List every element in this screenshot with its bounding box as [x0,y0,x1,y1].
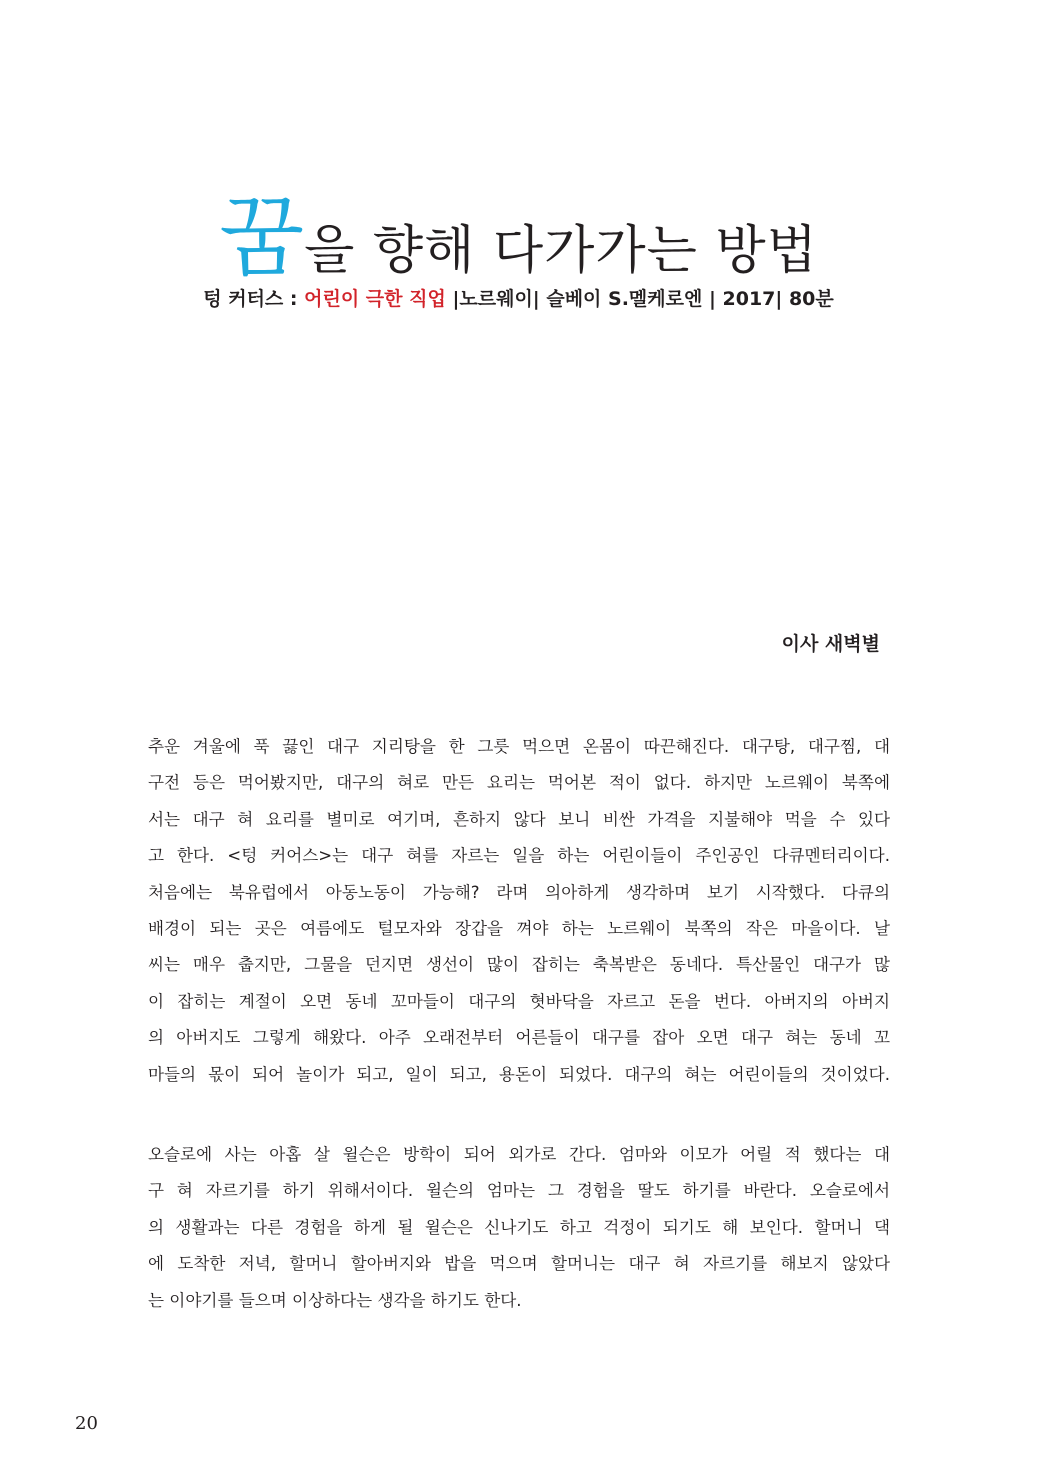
subtitle-film-details: |노르웨이| 슬베이 S.멜케로엔 | 2017| 80분 [445,288,834,310]
subtitle-highlight: 어린이 극한 직업 [304,288,446,310]
paragraph-line: 이 잡히는 계절이 오면 동네 꼬마들이 대구의 혓바닥을 자르고 돈을 번다. 아버지의 아버지 [148,991,890,1011]
subtitle-film-name: 텅 커터스 : [203,288,305,310]
paragraph-line: 추운 겨울에 푹 끓인 대구 지리탕을 한 그릇 먹으면 온몸이 따끈해진다. 대구탕, 대구찜, 대 [148,737,890,756]
paragraph-line: 의 아버지도 그렇게 해왔다. 아주 오래전부터 어른들이 대구를 잡아 오면 대구 혀는 동네 꼬 [148,1028,890,1048]
page-title [0,168,1037,294]
author-name: 이사 새벽별 [781,633,880,655]
paragraph-line: 에 도착한 저녁, 할머니 할아버지와 밥을 먹으며 할머니는 대구 혀 자르기를 해보지 않았다 [148,1254,890,1274]
title-first-char: 꿈 [219,186,305,289]
paragraph-line: 배경이 되는 곳은 여름에도 털모자와 장갑을 껴야 하는 노르웨이 북쪽의 작은 마을이다. 날 [148,919,890,939]
paragraph-line: 구전 등은 먹어봤지만, 대구의 혀로 만든 요리는 먹어본 적이 없다. 하지만 노르웨이 북쪽에 [148,773,890,793]
page-number: 20 [75,1413,98,1434]
paragraph-line: 구 혀 자르기를 하기 위해서이다. 윌슨의 엄마는 그 경험을 딸도 하기를 바란다. 오슬로에서 [148,1181,890,1201]
paragraph-1 [148,729,890,1093]
paragraph-line: 마들의 몫이 되어 놀이가 되고, 일이 되고, 용돈이 되었다. 대구의 혀는 어린이들의 것이었다. [148,1064,890,1084]
paragraph-line: 씨는 매우 춥지만, 그물을 던지면 생선이 많이 잡히는 축복받은 동네다. 특산물인 대구가 많 [148,955,890,975]
paragraph-2 [148,1137,890,1319]
paragraph-line: 서는 대구 혀 요리를 별미로 여기며, 흔하지 않다 보니 비싼 가격을 지불해야 먹을 수 있다 [148,809,890,829]
paragraph-line: 처음에는 북유럽에서 아동노동이 가능해? 라며 의아하게 생각하며 보기 시작했다. 다큐의 [148,882,890,902]
paragraph-line: 의 생활과는 다른 경험을 하게 될 윌슨은 신나기도 하고 걱정이 되기도 해 보인다. 할머니 댁 [148,1217,890,1237]
paragraph-line: 오슬로에 사는 아홉 살 윌슨은 방학이 되어 외가로 간다. 엄마와 이모가 어릴 적 했다는 대 [148,1145,890,1164]
paragraph-line: 는 이야기를 들으며 이상하다는 생각을 하기도 한다. [148,1290,522,1310]
paragraph-line: 고 한다. <텅 커어스>는 대구 혀를 자르는 일을 하는 어린이들이 주인공인 다큐멘터리이다. [148,846,890,866]
film-info-subtitle [0,284,1037,311]
title-rest: 을 향해 다가가는 방법 [304,221,818,281]
